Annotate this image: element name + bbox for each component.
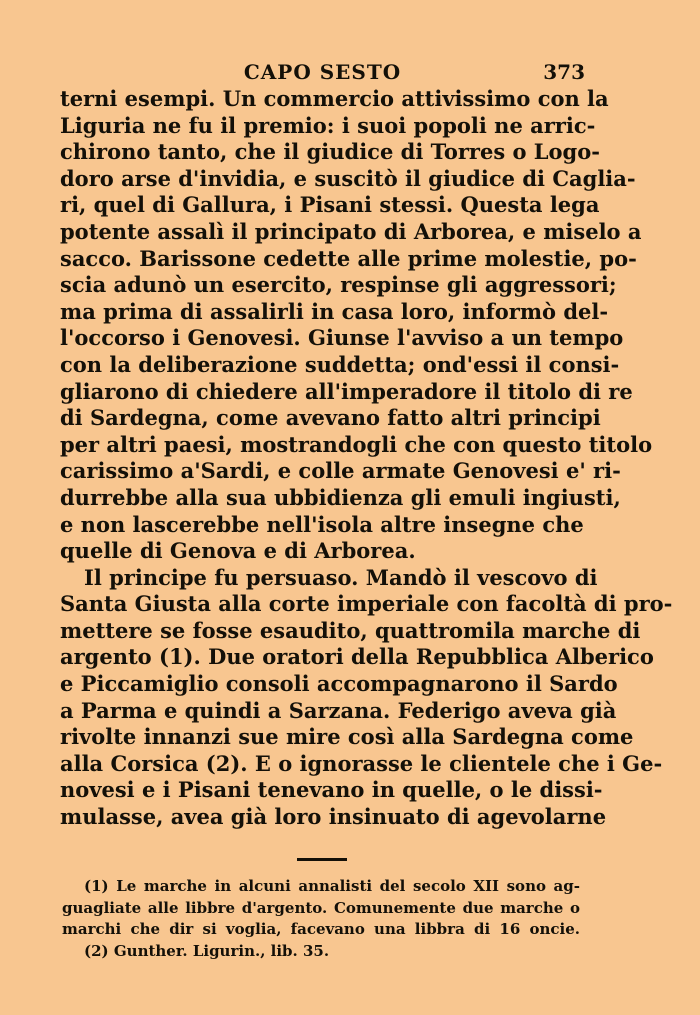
text-line: ri, quel di Gallura, i Pisani stessi. Questa lega: [60, 192, 600, 218]
text-line: Il principe fu persuaso. Mandò il vescovo di: [84, 564, 598, 590]
text-line: e non lascerebbe nell'isola altre insegne che: [60, 511, 584, 537]
text-line: a Parma e quindi a Sarzana. Federigo aveva già: [60, 697, 617, 723]
text-line: chirono tanto, che il giudice di Torres o Logo-: [60, 139, 600, 165]
text-line: Santa Giusta alla corte imperiale con facoltà di pro-: [60, 591, 673, 617]
text-line: terni esempi. Un commercio attivissimo con la: [60, 86, 609, 111]
text-line: con la deliberazione suddetta; ond'essi il consi-: [60, 351, 620, 377]
text-line: ma prima di assalirli in casa loro, informò del-: [60, 298, 609, 324]
text-line: mulasse, avea già loro insinuato di agevolarne: [60, 804, 607, 830]
text-line: mettere se fosse esaudito, quattromila marche di: [60, 617, 641, 643]
text-line: potente assalì il principato di Arborea, e miselo a: [60, 218, 642, 244]
footnote-line: guagliate alle libbre d'argento. Comunemente due marche o: [62, 898, 580, 917]
footnote-line: (2) Gunther. Ligurin., lib. 35.: [84, 941, 330, 960]
page-header: [60, 60, 585, 88]
body-text: [60, 86, 673, 831]
text-line: l'occorso i Genovesi. Giunse l'avviso a un tempo: [60, 325, 624, 351]
text-line: rivolte innanzi sue mire così alla Sardegna come: [60, 724, 634, 750]
text-line: scia adunò un esercito, respinse gli aggressori;: [60, 272, 617, 298]
text-line: argento (1). Due oratori della Repubblica Alberico: [60, 644, 654, 670]
text-line: e Piccamiglio consoli accompagnarono il Sardo: [60, 671, 618, 697]
text-line: per altri paesi, mostrandogli che con questo titolo: [60, 431, 653, 457]
text-line: sacco. Barissone cedette alle prime molestie, po-: [60, 245, 637, 271]
page-number: 373: [543, 60, 585, 84]
text-line: carissimo a'Sardi, e colle armate Genovesi e' ri-: [60, 458, 621, 484]
footnotes: [62, 876, 580, 962]
text-line: gliarono di chiedere all'imperadore il titolo di re: [60, 378, 633, 404]
footnote-line: marchi che dir si voglia, facevano una libbra di 16 oncie.: [62, 920, 580, 938]
text-line: novesi e i Pisani tenevano in quelle, o le dissi-: [60, 777, 603, 803]
running-head: CAPO SESTO: [243, 60, 402, 84]
footnote-divider: [297, 858, 347, 861]
text-line: alla Corsica (2). E o ignorasse le clientele che i Ge-: [60, 750, 663, 776]
text-line: durrebbe alla sua ubbidienza gli emuli ingiusti,: [60, 484, 621, 510]
text-line: doro arse d'invidia, e suscitò il giudice di Caglia-: [60, 165, 636, 191]
text-line: quelle di Genova e di Arborea.: [60, 538, 416, 564]
text-line: Liguria ne fu il premio: i suoi popoli ne arric-: [60, 112, 596, 138]
footnote-line: (1) Le marche in alcuni annalisti del secolo XII sono ag-: [84, 877, 580, 895]
text-line: di Sardegna, come avevano fatto altri principi: [60, 405, 601, 431]
